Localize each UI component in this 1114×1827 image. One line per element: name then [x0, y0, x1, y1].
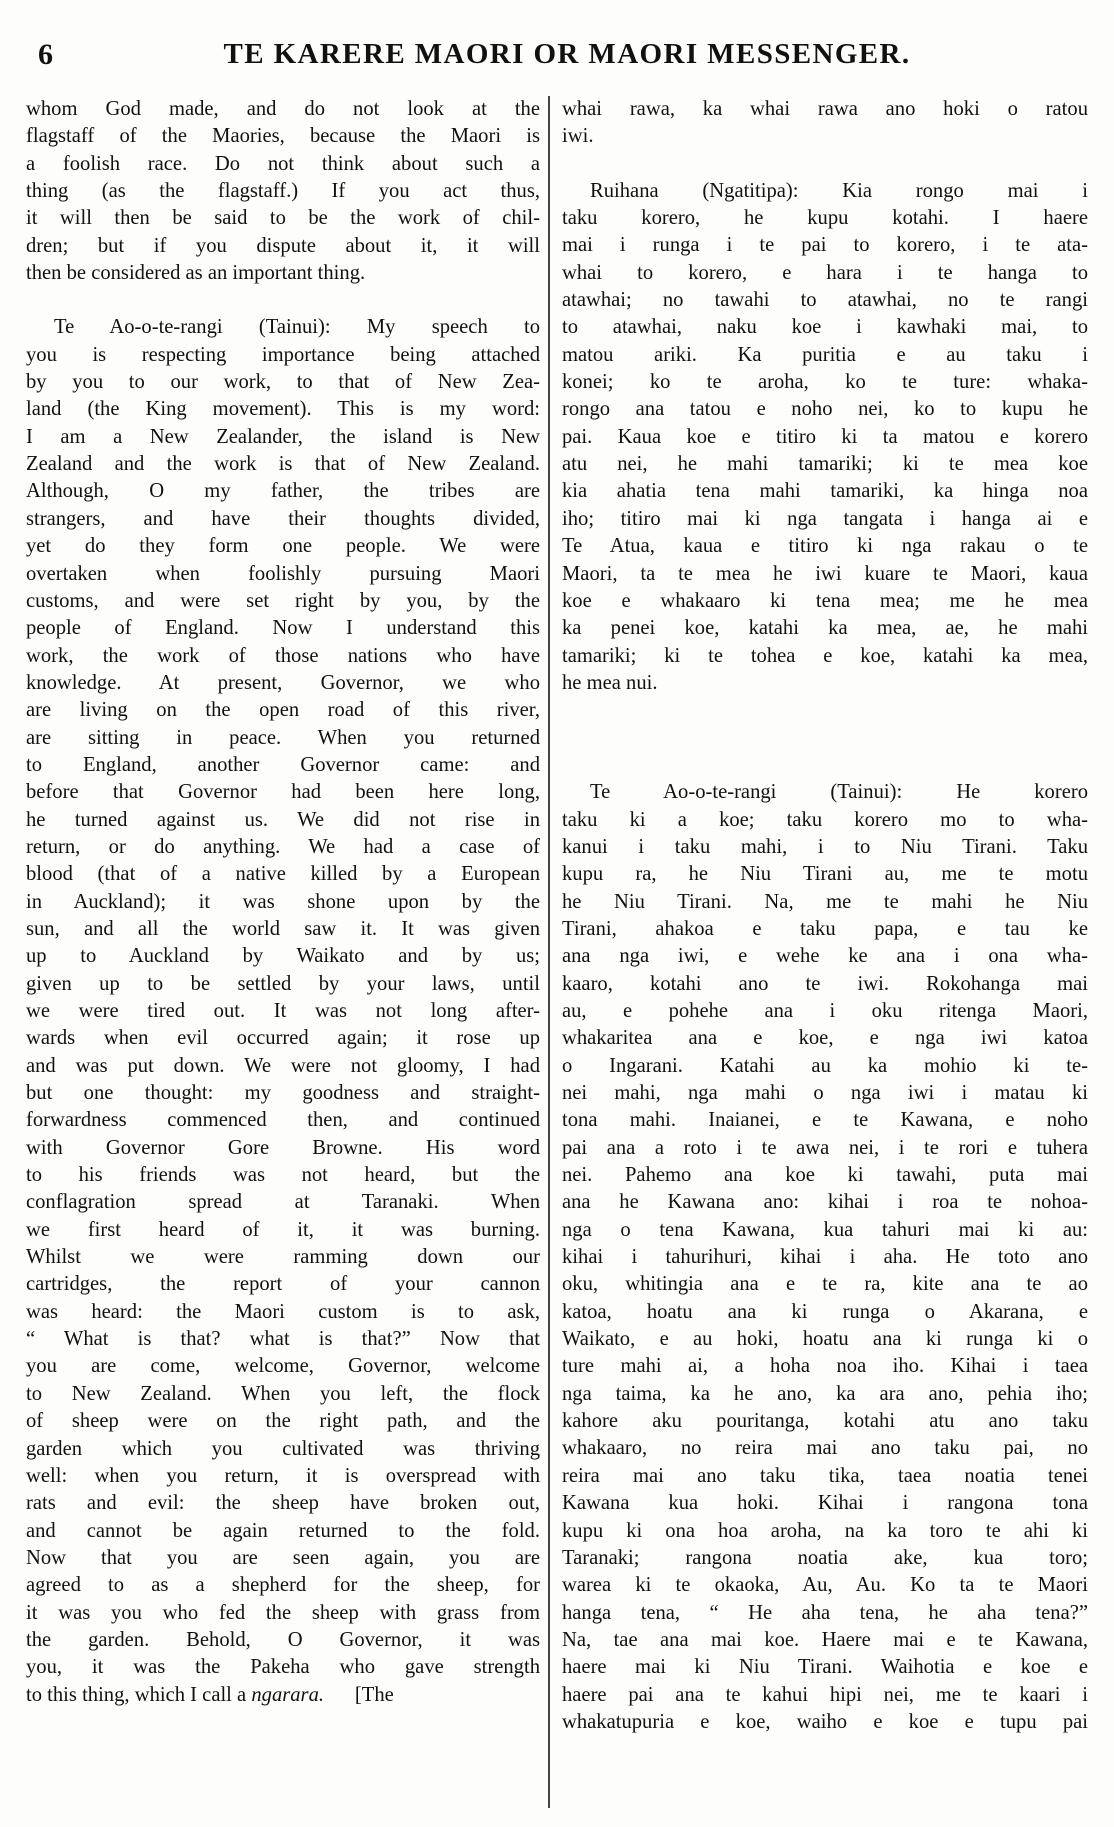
text-line: Zealand and the work is that of New Zealand.: [26, 453, 540, 476]
text-line: Although, O my father, the tribes are: [26, 480, 540, 503]
english-paragraph-1: [26, 96, 540, 287]
text-line: Ruihana (Ngatitipa): Kia rongo mai i: [590, 179, 1088, 202]
text-line: ka penei koe, katahi ka mea, ae, he mahi: [562, 617, 1088, 640]
text-line: blood (that of a native killed by a European: [26, 863, 540, 886]
text-line: pai. Kaua koe e titiro ki ta matou e korero: [562, 425, 1088, 448]
text-line: konei; ko te aroha, ko te ture: whaka-: [562, 371, 1088, 394]
running-title: TE KARERE MAORI OR MAORI MESSENGER.: [223, 38, 911, 70]
text-line: rats and evil: the sheep have broken out,: [26, 1492, 540, 1515]
text-line: haere pai ana te kahui hipi nei, me te kaari i: [562, 1683, 1088, 1706]
text-line: ture mahi ai, a hoha noa iho. Kihai i taea: [562, 1355, 1088, 1378]
text-line: iwi.: [562, 125, 594, 148]
page-number: 6: [38, 38, 53, 71]
text-line: to atawhai, naku koe i kawhaki mai, to: [562, 316, 1088, 339]
text-line: Waikato, e au hoki, hoatu ana ki runga ki o: [562, 1328, 1088, 1351]
text-line: warea ki te okaoka, Au, Au. Ko ta te Maori: [562, 1574, 1088, 1597]
text-line: whakaaro, no reira mai ano taku pai, no: [562, 1437, 1088, 1460]
text-line: agreed to as a shepherd for the sheep, for: [26, 1574, 540, 1597]
text-line: land (the King movement). This is my word:: [26, 398, 540, 421]
text-line: nga taima, ka he ano, ka ara ano, pehia iho;: [562, 1382, 1088, 1405]
text-line: to New Zealand. When you left, the flock: [26, 1382, 540, 1405]
text-line: yet do they form one people. We were: [26, 535, 540, 558]
text-line: customs, and were set right by you, by the: [26, 589, 540, 612]
text-line: Kawana kua hoki. Kihai i rangona tona: [562, 1492, 1088, 1515]
text-line: “ What is that? what is that?” Now that: [26, 1328, 540, 1351]
text-line: kupu ra, he Niu Tirani au, me te motu: [562, 863, 1088, 886]
text-line: return, or do anything. We had a case of: [26, 835, 540, 858]
text-line: are sitting in peace. When you returned: [26, 726, 540, 749]
text-line: whakaritea ana e koe, e nga iwi katoa: [562, 1027, 1088, 1050]
text-line: he turned against us. We did not rise in: [26, 808, 540, 831]
text-line: in Auckland); it was shone upon by the: [26, 890, 540, 913]
text-line: au, e pohehe ana i oku ritenga Maori,: [562, 999, 1088, 1022]
text-line: taku korero, he kupu kotahi. I haere: [562, 207, 1088, 230]
text-line: Now that you are seen again, you are: [26, 1546, 540, 1569]
text-line: nga o tena Kawana, kua tahuri mai ki au:: [562, 1218, 1088, 1241]
text-line: to England, another Governor came: and: [26, 753, 540, 776]
text-line: o Ingarani. Katahi au ka mohio ki te-: [562, 1054, 1088, 1077]
text-line: Na, tae ana mai koe. Haere mai e te Kawana,: [562, 1628, 1088, 1651]
maori-column: [562, 96, 1088, 1808]
english-paragraph-2: [26, 314, 540, 1681]
text-line: tamariki; ki te tohea e koe, katahi ka mea,: [562, 644, 1088, 667]
text-line: kia ahatia tena mahi tamariki, ka hinga noa: [562, 480, 1088, 503]
text-line: forwardness commenced then, and continued: [26, 1109, 540, 1132]
english-column: [26, 96, 540, 1808]
text-line: whakatupuria e koe, waiho e koe e tupu pai: [562, 1710, 1088, 1733]
text-line: we first heard of it, it was burning.: [26, 1218, 540, 1241]
text-line: flagstaff of the Maories, because the Maori is: [26, 125, 540, 148]
text-line: by you to our work, to that of New Zea-: [26, 371, 540, 394]
text-line: work, the work of those nations who have: [26, 644, 540, 667]
text-line: I am a New Zealander, the island is New: [26, 425, 540, 448]
text-line: koe e whakaaro ki tena mea; me he mea: [562, 589, 1088, 612]
text-line: of sheep were on the right path, and the: [26, 1410, 540, 1433]
text-line: it will then be said to be the work of chil-: [26, 207, 540, 230]
text-line: hanga tena, “ He aha tena, he aha tena?”: [562, 1601, 1088, 1624]
text-line: atawhai; no tawahi to atawhai, no te rangi: [562, 289, 1088, 312]
text-line: wards when evil occurred again; it rose up: [26, 1027, 540, 1050]
text-line: ana he Kawana ano: kihai i roa te nohoa-: [562, 1191, 1088, 1214]
text-line: and cannot be again returned to the fold.: [26, 1519, 540, 1542]
text-line: haere mai ki Niu Tirani. Waihotia e koe e: [562, 1656, 1088, 1679]
text-line: [26, 1682, 540, 1709]
text-line: you is respecting importance being attached: [26, 343, 540, 366]
text-line: a foolish race. Do not think about such a: [26, 152, 540, 175]
text-line: whom God made, and do not look at the: [26, 98, 540, 120]
text-line: whai to korero, e hara i te hanga to: [562, 261, 1088, 284]
text-line: reira mai ano taku tika, taea noatia tenei: [562, 1464, 1088, 1487]
text-line: Maori, ta te mea he iwi kuare te Maori, kaua: [562, 562, 1088, 585]
text-line: given up to be settled by your laws, until: [26, 972, 540, 995]
text-line: sun, and all the world saw it. It was given: [26, 917, 540, 940]
text-line: kanui i taku mahi, i to Niu Tirani. Taku: [562, 835, 1088, 858]
maori-paragraph-1: [562, 96, 1088, 151]
text-line: garden which you cultivated was thriving: [26, 1437, 540, 1460]
text-line: Te Ao-o-te-rangi (Tainui): He korero: [590, 781, 1088, 804]
text-line: strangers, and have their thoughts divided,: [26, 507, 540, 530]
text-line: whai rawa, ka whai rawa ano hoki o ratou: [562, 98, 1088, 120]
maori-paragraph-3: [562, 779, 1088, 1736]
text-line: cartridges, the report of your cannon: [26, 1273, 540, 1296]
text-line: he Niu Tirani. Na, me te mahi he Niu: [562, 890, 1088, 913]
text-line: rongo ana tatou e noho nei, ko to kupu he: [562, 398, 1088, 421]
text-line: ana nga iwi, e wehe ke ana i ona wha-: [562, 945, 1088, 968]
text-line: nei mahi, nga mahi o nga iwi i matau ki: [562, 1082, 1088, 1104]
text-line: kupu ki ona hoa aroha, na ka toro te ahi ki: [562, 1519, 1088, 1542]
text-line: conflagration spread at Taranaki. When: [26, 1191, 540, 1214]
text-line: with Governor Gore Browne. His word: [26, 1136, 540, 1159]
text-line: are living on the open road of this river,: [26, 699, 540, 722]
text-line: knowledge. At present, Governor, we who: [26, 671, 540, 694]
text-line: dren; but if you dispute about it, it will: [26, 234, 540, 257]
ngarara-word: ngarara.: [251, 1683, 325, 1706]
text-line: katoa, hoatu ana ki runga o Akarana, e: [562, 1300, 1088, 1323]
catchword: [The: [354, 1683, 394, 1706]
text-line: kihai i tahurihuri, kihai i aha. He toto ano: [562, 1246, 1088, 1269]
text-line: it was you who fed the sheep with grass from: [26, 1601, 540, 1624]
text-line: pai ana a roto i te awa nei, i te rori e tuhera: [562, 1136, 1088, 1159]
text-line: nei. Pahemo ana koe ki tawahi, puta mai: [562, 1164, 1088, 1187]
text-line: was heard: the Maori custom is to ask,: [26, 1300, 540, 1323]
text-line: mai i runga i te pai to korero, i te ata-: [562, 234, 1088, 257]
page-header: [26, 38, 1088, 78]
text-line: to his friends was not heard, but the: [26, 1164, 540, 1187]
final-line-start: to this thing, which I call a: [26, 1683, 247, 1706]
text-line: matou ariki. Ka puritia e au taku i: [562, 343, 1088, 366]
text-line: atu nei, he mahi tamariki; ki te mea koe: [562, 453, 1088, 476]
text-line: you, it was the Pakeha who gave strength: [26, 1656, 540, 1679]
text-line: iho; titiro mai ki nga tangata i hanga ai e: [562, 507, 1088, 530]
text-line: overtaken when foolishly pursuing Maori: [26, 562, 540, 585]
text-line: then be considered as an important thing.: [26, 262, 366, 285]
text-line: and was put down. We were not gloomy, I had: [26, 1054, 540, 1077]
text-line: the garden. Behold, O Governor, it was: [26, 1628, 540, 1651]
text-line: Tirani, ahakoa e taku papa, e tau ke: [562, 917, 1088, 940]
text-line: well: when you return, it is overspread with: [26, 1464, 540, 1487]
text-line: kaaro, kotahi ano te iwi. Rokohanga mai: [562, 972, 1088, 995]
text-line: Te Ao-o-te-rangi (Tainui): My speech to: [54, 316, 540, 339]
column-divider: [548, 96, 550, 1808]
text-line: up to Auckland by Waikato and by us;: [26, 945, 540, 968]
text-line: kahore aku pouritanga, kotahi atu ano taku: [562, 1410, 1088, 1433]
text-line: people of England. Now I understand this: [26, 617, 540, 640]
text-line: oku, whitingia ana e te ra, kite ana te ao: [562, 1273, 1088, 1296]
text-line: Te Atua, kaua e titiro ki nga rakau o te: [562, 535, 1088, 558]
text-line: we were tired out. It was not long after-: [26, 1000, 540, 1022]
text-line: taku ki a koe; taku korero mo to wha-: [562, 808, 1088, 831]
text-line: thing (as the flagstaff.) If you act thus,: [26, 180, 540, 203]
text-line: Taranaki; rangona noatia ake, kua toro;: [562, 1546, 1088, 1569]
text-line: before that Governor had been here long,: [26, 781, 540, 804]
text-line: but one thought: my goodness and straight-: [26, 1082, 540, 1105]
text-line: Whilst we were ramming down our: [26, 1246, 540, 1269]
text-line: he mea nui.: [562, 671, 658, 694]
text-line: you are come, welcome, Governor, welcome: [26, 1355, 540, 1378]
text-line: tona mahi. Inaianei, e te Kawana, e noho: [562, 1109, 1088, 1132]
maori-paragraph-2: [562, 178, 1088, 698]
